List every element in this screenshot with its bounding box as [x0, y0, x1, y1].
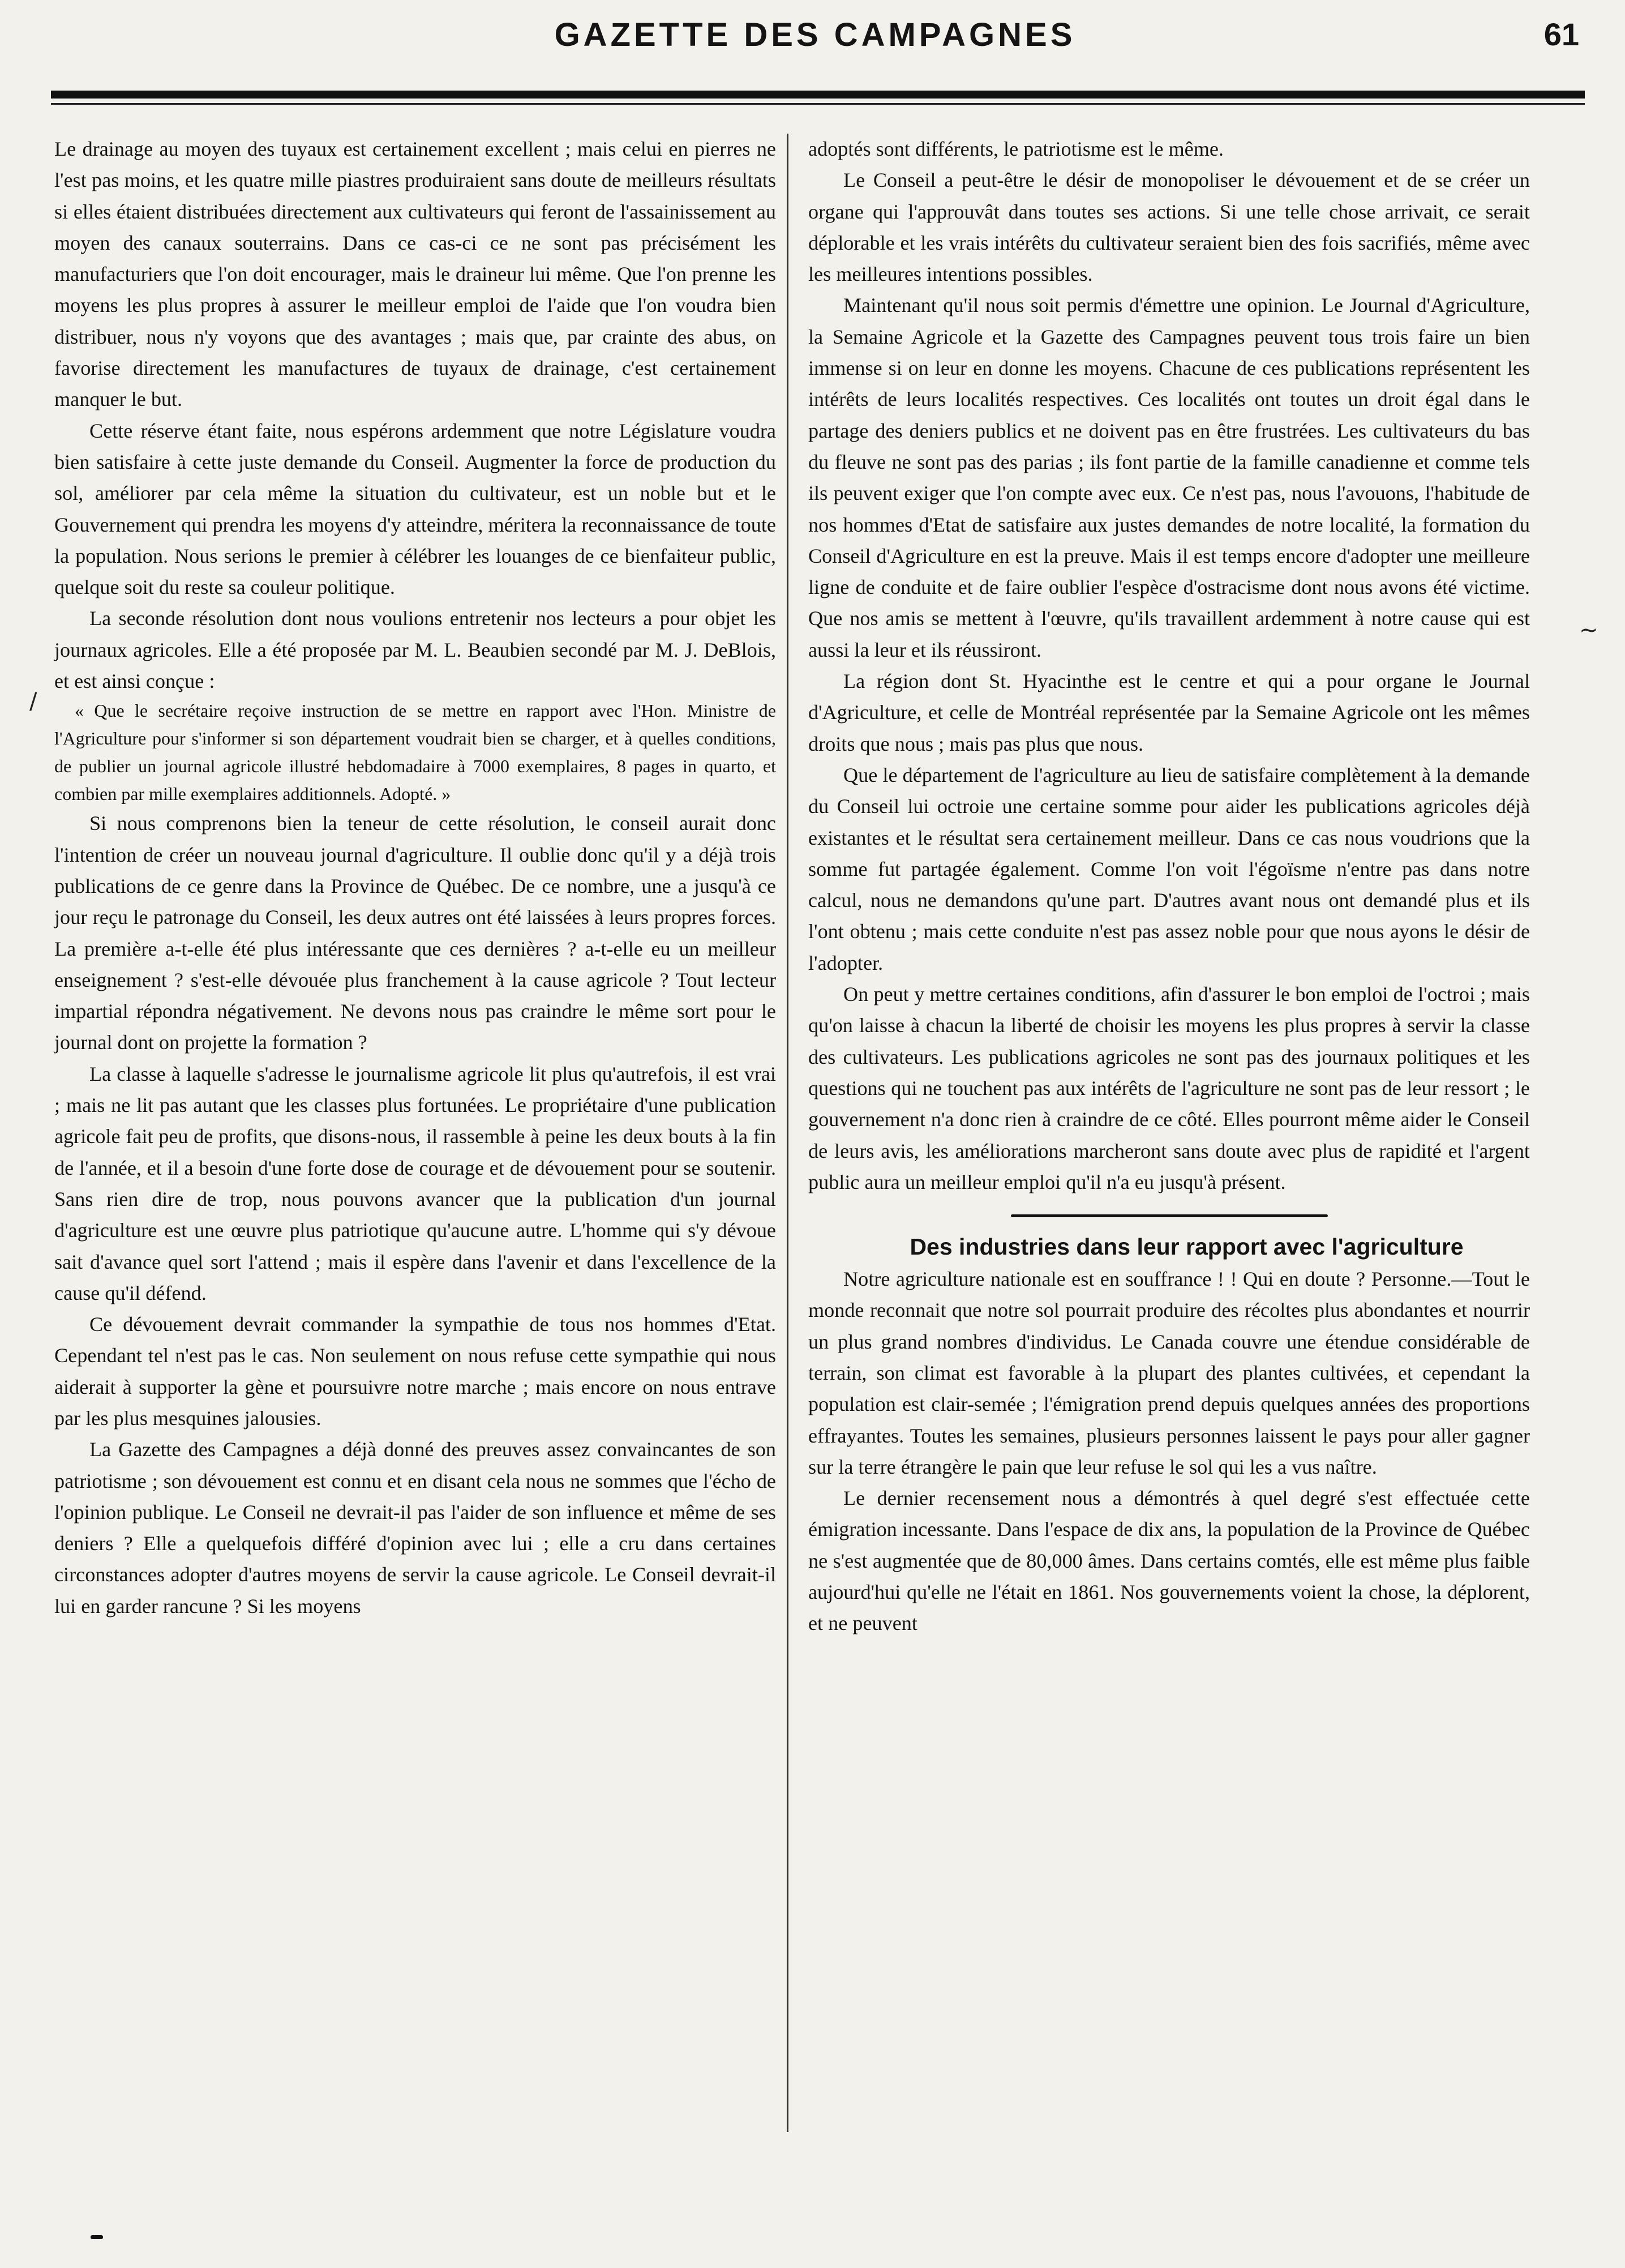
paragraph: La seconde résolution dont nous voulions entretenir nos lecteurs a pour objet les journaux agricoles. Elle a été proposée par M. L. Beaubien secondé par M. J. DeBlois, et est ainsi conçue :: [54, 607, 776, 693]
header-rule-thick: [51, 91, 1585, 99]
paragraph: Cette réserve étant faite, nous espérons ardemment que notre Législature voudra bien satisfaire à cette juste demande du Conseil. Augmenter la force de production du sol, améliorer par cela même la situation du cultivateur, est un noble but et le Gouvernement qui prendra les moyens d'y atteindre, méritera la reconnaissance de toute la population. Nous serions le premier à célébrer les louanges de ce bienfaiteur public, quelque soit du reste sa couleur politique.: [54, 419, 776, 599]
paragraph: adoptés sont différents, le patriotisme est le même.: [808, 138, 1224, 160]
column-divider: [787, 134, 788, 2132]
paragraph: La Gazette des Campagnes a déjà donné des preuves assez convaincantes de son patriotisme ; son dévouement est connu et en disant cela nous ne sommes que l'écho de l'opinion publique. Le Conseil ne devrait-il pas l'aider de son influence et même de ses deniers ? Elle a quelquefois différé d'opinion avec lui ; elle a cru dans certaines circonstances adopter d'autres moyens de servir la cause agricole. Le Conseil devrait-il lui en garder rancune ? Si les moyens: [54, 1438, 776, 1617]
left-column: [54, 134, 776, 1622]
newspaper-title: GAZETTE DES CAMPAGNES: [554, 16, 1076, 53]
masthead: [51, 16, 1579, 72]
left-margin-mark: /: [29, 688, 37, 714]
paragraph: Que le département de l'agriculture au lieu de satisfaire complètement à la demande du Conseil lui octroie une certaine somme pour aider les publications agricoles déjà existantes et le résultat sera certainement meilleur. Dans ce cas nous voudrions que la somme fut partagée également. Comme l'on voit l'égoïsme n'entre pas dans notre calcul, nous ne demandons qu'une part. D'autres avant nous ont demandé plus et ils l'ont obtenu ; mais cette conduite n'est pas assez noble pour que nous ayons le désir de l'adopter.: [808, 763, 1530, 974]
right-column: [808, 134, 1530, 1640]
paragraph: Le dernier recensement nous a démontrés à quel degré s'est effectuée cette émigration incessante. Dans l'espace de dix ans, la population de la Province de Québec ne s'est augmentée que de 80,000 âmes. Dans certains comtés, elle est même plus faible aujourd'hui qu'elle ne l'était en 1861. Nos gouvernements voient la chose, la déplorent, et ne peuvent: [808, 1487, 1530, 1635]
paragraph: Si nous comprenons bien la teneur de cette résolution, le conseil aurait donc l'intention de créer un nouveau journal d'agriculture. Il oublie donc qu'il y a déjà trois publications de ce genre dans la Province de Québec. De ce nombre, une a jusqu'à ce jour reçu le patronage du Conseil, les deux autres ont été laissées à leurs propres forces. La première a-t-elle été plus intéressante que ces dernières ? a-t-elle eu un meilleur enseignement ? s'est-elle dévouée plus franchement à la cause agricole ? Tout lecteur impartial répondra négativement. Ne devons nous pas craindre le même sort pour le journal dont on projette la formation ?: [54, 812, 776, 1054]
paragraph: La région dont St. Hyacinthe est le centre et qui a pour organe le Journal d'Agriculture, et celle de Montréal représentée par la Semaine Agricole ont les mêmes droits que nous ; mais pas plus que nous.: [808, 670, 1530, 755]
paragraph: Maintenant qu'il nous soit permis d'émettre une opinion. Le Journal d'Agriculture, la Semaine Agricole et la Gazette des Campagnes peuvent tous trois faire un bien immense si on leur en donne les moyens. Chacune de ces publications représentent les intérêts de leurs localités respectives. Ces localités ont toutes un droit égal dans le partage des deniers publics et ne doivent pas en être frustrées. Les cultivateurs du bas du fleuve ne sont pas des parias ; ils font partie de la famille canadienne et comme tels ils peuvent exiger que l'on compte avec eux. Ce n'est pas, nous l'avouons, l'habitude de nos hommes d'Etat de satisfaire aux justes demandes de notre localité, la formation du Conseil d'Agriculture en est la preuve. Mais il est temps encore d'adopter une meilleure ligne de conduite et de faire oublier l'espèce d'ostracisme dont nous avons été victime. Que nos amis se mettent à l'œuvre, qu'ils travaillent ardemment à notre cause qui est aussi la leur et ils réussiront.: [808, 294, 1530, 661]
paragraph: Le Conseil a peut-être le désir de monopoliser le dévouement et de se créer un organe qui l'approuvât dans toutes ses actions. Si une telle chose arrivait, ce serait déplorable et les vrais intérêts du cultivateur seraient bien des fois sacrifiés, même avec les meilleures intentions possibles.: [808, 169, 1530, 286]
right-margin-mark: ~: [1579, 617, 1598, 643]
paragraph: La classe à laquelle s'adresse le journalisme agricole lit plus qu'autrefois, il est vrai ; mais ne lit pas autant que les classes plus fortunées. Le propriétaire d'une publication agricole fait peu de profits, que disons-nous, il rassemble à peine les deux bouts à la fin de l'année, et il a besoin d'une forte dose de courage et de dévouement pour se soutenir. Sans rien dire de trop, nous pouvons avancer que la publication d'un journal d'agriculture est une œuvre plus patriotique qu'aucune autre. L'homme qui s'y dévoue sait d'avance quel sort l'attend ; mais il espère dans l'avenir et dans l'excellence de la cause qu'il défend.: [54, 1062, 776, 1304]
section-heading: Des industries dans leur rapport avec l'agriculture: [910, 1234, 1464, 1260]
paragraph: On peut y mettre certaines conditions, afin d'assurer le bon emploi de l'octroi ; mais qu'on laisse à chacun la liberté de choisir les moyens les plus propres à servir la classe des cultivateurs. Les publications agricoles ne sont pas des journaux politiques et les questions qui ne touchent pas aux intérêts de l'agriculture ne sont pas de leur ressort ; le gouvernement n'a donc rien à craindre de ce côté. Elles pourront même aider le Conseil de leurs avis, les améliorations marcheront sans doute avec plus de rapidité et l'argent public aura un meilleur emploi qu'il n'a eu jusqu'à présent.: [808, 983, 1530, 1193]
section-separator: [1011, 1210, 1328, 1221]
header-rule-thin: [51, 103, 1585, 105]
resolution-quote: « Que le secrétaire reçoive instruction de se mettre en rapport avec l'Hon. Ministre de l'Agriculture pour s'informer si son département voudrait bien se charger, et à quelles conditions, de publier un journal agricole illustré hebdomadaire à 7000 exemplaires, 8 pages in quarto, et combien par mille exemplaires additionnels. Adopté. »: [54, 700, 776, 805]
paragraph: Notre agriculture nationale est en souffrance ! ! Qui en doute ? Personne.—Tout le monde reconnait que notre sol pourrait produire des récoltes plus abondantes et nourrir un plus grand nombres d'individus. Le Canada couvre une étendue considérable de terrain, son climat est favorable à la plupart des plantes cultivées, et cependant la population est clair-semée ; l'émigration prend depuis quelques années des proportions effrayantes. Toutes les semaines, plusieurs personnes laissent le pays pour aller gagner sur la terre étrangère le pain que leur refuse le sol qui les a vus naître.: [808, 1268, 1530, 1478]
footer-dash: [91, 2235, 103, 2239]
paragraph: Le drainage au moyen des tuyaux est certainement excellent ; mais celui en pierres ne l'est pas moins, et les quatre mille piastres produiraient sans doute de meilleurs résultats si elles étaient distribuées directement aux cultivateurs qui feront de l'assainissement au moyen des canaux souterrains. Dans ce cas-ci ce ne sont pas précisément les manufacturiers que l'on doit encourager, mais le draineur lui même. Que l'on prenne les moyens les plus propres à assurer le meilleur emploi de l'aide que l'on voudra bien distribuer, nous n'y voyons que des avantages ; mais que, par crainte des abus, on favorise directement les manufactures de tuyaux de drainage, c'est certainement manquer le but.: [54, 138, 776, 411]
paragraph: Ce dévouement devrait commander la sympathie de tous nos hommes d'Etat. Cependant tel n'est pas le cas. Non seulement on nous refuse cette sympathie qui nous aiderait à supporter la gène et poursuivre notre marche ; mais encore on nous entrave par les plus mesquines jalousies.: [54, 1313, 776, 1430]
page-number: 61: [1543, 16, 1579, 52]
